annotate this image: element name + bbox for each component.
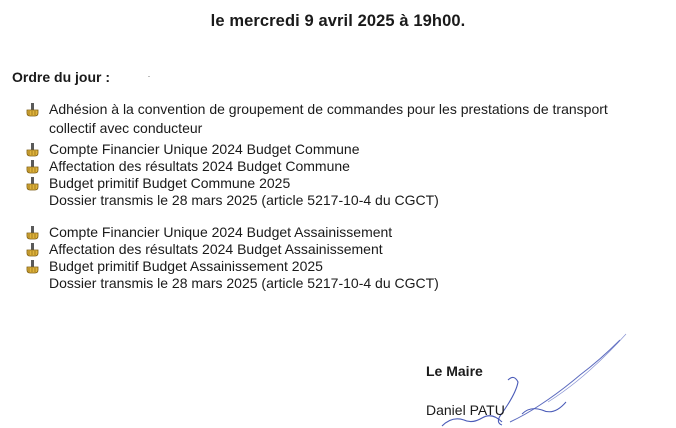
hand-pointer-icon — [26, 177, 40, 191]
agenda-item-text: Affectation des résultats 2024 Budget Assainissement — [49, 241, 383, 257]
scan-speck — [148, 76, 150, 77]
hand-pointer-icon — [26, 260, 40, 274]
hand-pointer-icon — [26, 143, 40, 157]
agenda-label: Ordre du jour : — [12, 69, 110, 85]
hand-pointer-icon — [26, 243, 40, 257]
agenda-item-text: Budget primitif Budget Commune 2025 — [49, 175, 291, 191]
agenda-item-text: Budget primitif Budget Assainissement 2025 — [49, 258, 323, 274]
hand-pointer-icon — [26, 226, 40, 240]
signatory-name: Daniel PATU — [426, 402, 505, 418]
agenda-item-text: Compte Financier Unique 2024 Budget Assainissement — [49, 224, 393, 240]
agenda-item-text: Affectation des résultats 2024 Budget Commune — [49, 158, 350, 174]
hand-pointer-icon — [26, 160, 40, 174]
agenda-item-text: Adhésion à la convention de groupement de commandes pour les prestations de transport — [49, 101, 608, 117]
meeting-date-heading: le mercredi 9 avril 2025 à 19h00. — [210, 12, 466, 30]
agenda-item-text: collectif avec conducteur — [49, 120, 203, 136]
signatory-title: Le Maire — [426, 363, 483, 379]
agenda-item-text: Dossier transmis le 28 mars 2025 (article 5217-10-4 du CGCT) — [49, 275, 439, 291]
agenda-item-text: Compte Financier Unique 2024 Budget Commune — [49, 141, 360, 157]
hand-pointer-icon — [26, 103, 40, 117]
agenda-item-text: Dossier transmis le 28 mars 2025 (article 5217-10-4 du CGCT) — [49, 192, 439, 208]
